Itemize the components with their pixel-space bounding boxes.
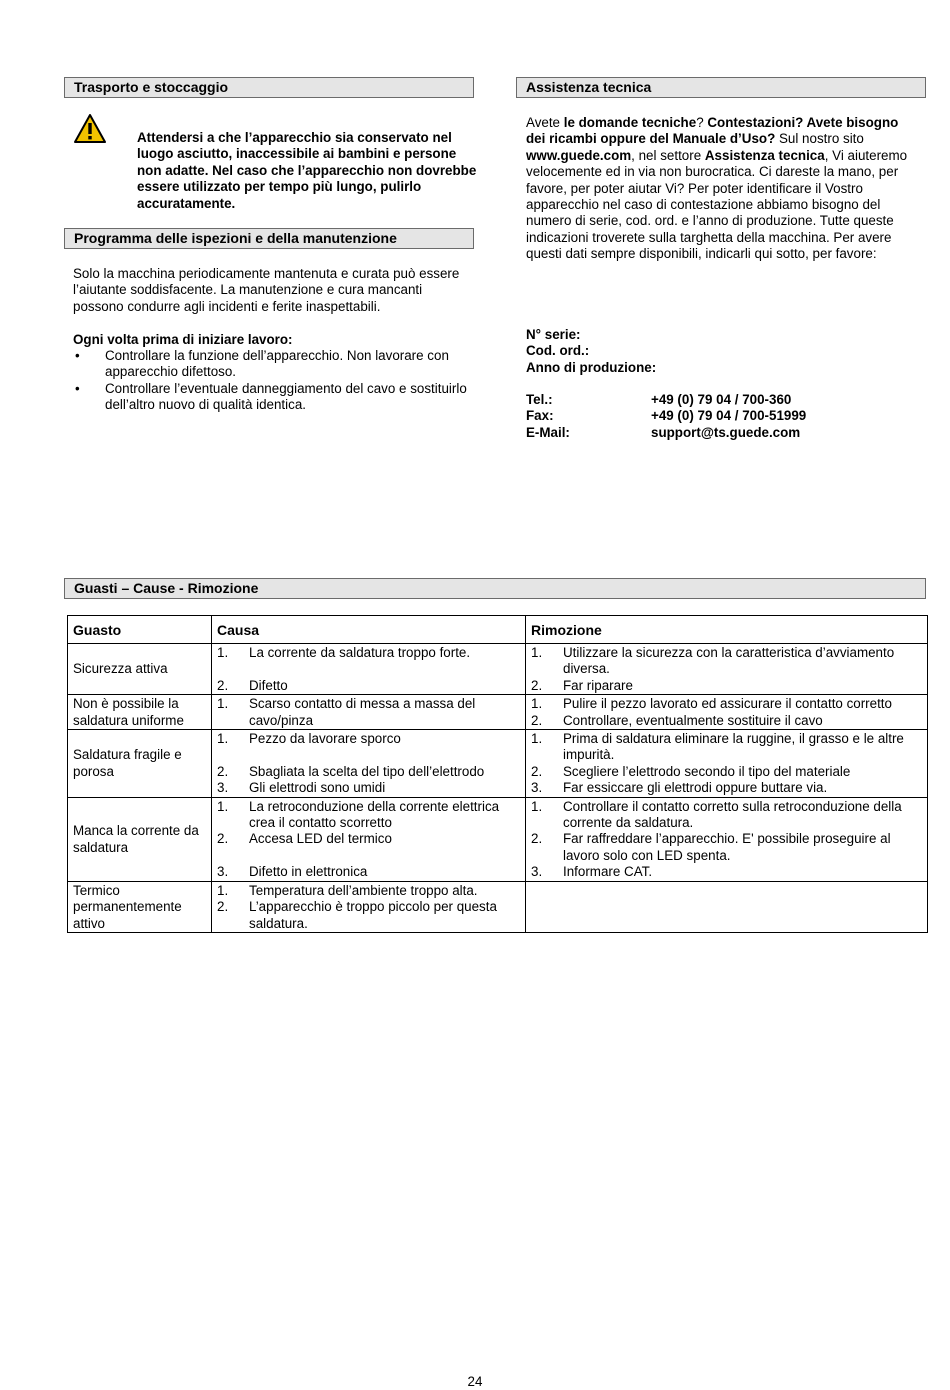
table-row — [68, 797, 928, 881]
list-item — [217, 731, 520, 747]
item-number: 3. — [217, 780, 229, 796]
rimozione-cell — [526, 881, 928, 932]
text-run: Contestazioni? Avete bisogno dei ricambi oppure del Manuale d’Uso? — [526, 115, 899, 147]
transport-text: Attendersi a che l’apparecchio sia conservato nel luogo asciutto, inaccessibile ai bambini e persone non adatte. Nel caso che l’apparecchio non dovrebbe essere utilizzato per tempo più lungo, pulirlo accuratamente. — [137, 130, 477, 211]
causa-cell — [212, 695, 526, 730]
fax-label: Fax: — [526, 408, 554, 424]
serial-label: N° serie: — [526, 327, 581, 342]
list-item — [217, 645, 520, 661]
item-number: 2. — [531, 677, 543, 693]
list-item — [531, 645, 922, 678]
item-number: 3. — [217, 864, 229, 880]
text-run: ? — [696, 115, 708, 130]
list-item — [531, 713, 922, 729]
causa-cell — [212, 730, 526, 798]
item-text: Difetto in elettronica — [249, 864, 368, 880]
list-item — [217, 799, 520, 832]
list-item — [531, 764, 922, 780]
item-text: Sbagliata la scelta del tipo dell’elettrodo — [249, 763, 485, 779]
item-number: 1. — [217, 798, 229, 814]
item-number: 1. — [217, 696, 229, 712]
item-text: Controllare, eventualmente sostituire il cavo — [563, 712, 823, 728]
item-number: 2. — [531, 712, 543, 728]
item-text: Far raffreddare l’apparecchio. E' possibile proseguire al lavoro solo con LED spenta. — [563, 831, 891, 863]
fault-cell: Termico permanentemente attivo — [68, 881, 212, 932]
causa-cell — [212, 644, 526, 695]
item-text: Temperatura dell’ambiente troppo alta. — [249, 882, 478, 898]
list-item — [217, 883, 520, 899]
item-text: Controllare il contatto corretto sulla retroconduzione della corrente da saldatura. — [563, 798, 902, 831]
text-run: Avete — [526, 115, 564, 130]
text-run: Assistenza tecnica — [704, 147, 825, 163]
item-number: 1. — [531, 798, 543, 814]
item-number: 1. — [531, 696, 543, 712]
tel-label: Tel.: — [526, 392, 553, 407]
list-item — [531, 780, 922, 796]
text-run: le domande tecniche — [563, 115, 697, 130]
item-number: 2. — [531, 763, 543, 779]
list-item — [531, 799, 922, 832]
list-item — [531, 831, 922, 864]
text-run: Sul nostro sito — [775, 131, 864, 147]
item-text: La retroconduzione della corrente elettrica crea il contatto scorretto — [249, 798, 500, 831]
code-label: Cod. ord.: — [526, 343, 590, 359]
fax-value: +49 (0) 79 04 / 700-51999 — [651, 408, 807, 424]
fault-cell: Sicurezza attiva — [68, 644, 212, 695]
rimozione-cell — [526, 797, 928, 881]
contact-info — [526, 392, 926, 441]
item-text: Far riparare — [563, 677, 633, 693]
product-info — [526, 327, 926, 376]
item-number: 2. — [217, 899, 229, 915]
rimozione-cell — [526, 644, 928, 695]
list-item — [531, 864, 922, 880]
list-item — [217, 678, 520, 694]
item-text: Prima di saldatura eliminare la ruggine, il grasso e le altre impurità. — [563, 731, 904, 763]
list-item — [217, 696, 520, 729]
table-row — [68, 881, 928, 932]
item-number: 2. — [217, 677, 229, 693]
list-item: • Controllare la funzione dell’apparecchio. Non lavorare con apparecchio difettoso. — [73, 348, 473, 381]
year-label: Anno di produzione: — [526, 359, 657, 375]
list-item: • Controllare l’eventuale danneggiamento del cavo e sostituirlo dell’altro nuovo di qualità identica. — [73, 381, 473, 414]
before-work-title: Ogni volta prima di iniziare lavoro: — [73, 332, 293, 347]
list-item — [531, 696, 922, 712]
tel-value: +49 (0) 79 04 / 700-360 — [651, 392, 792, 407]
email-label: E-Mail: — [526, 424, 570, 440]
item-text: Informare CAT. — [563, 864, 653, 880]
item-text: L’apparecchio è troppo piccolo per questa saldatura. — [249, 899, 497, 931]
column-header: Guasto — [68, 616, 212, 644]
item-number: 2. — [531, 831, 543, 847]
assistance-text — [526, 115, 918, 263]
section-title-transport: Trasporto e stoccaggio — [64, 77, 474, 98]
fault-cell: Non è possibile la saldatura uniforme — [68, 695, 212, 730]
item-number: 3. — [531, 780, 543, 796]
page-number: 24 — [467, 1374, 483, 1389]
list-item — [531, 731, 922, 764]
item-number: 2. — [217, 831, 229, 847]
list-item — [217, 864, 520, 880]
section-title-faults: Guasti – Cause - Rimozione — [64, 578, 926, 599]
text-run: , Vi aiuteremo velocemente ed in via non burocratica. Ci dareste la mano, per favore, per poter aiutar Vi? Per poter identificare il Vostro apparecchio nel caso di contestazione abbiamo bisogno del numero di serie, cod. ord. e l’anno di produzione. Tutte queste indicazioni troverete sulla targhetta della macchina. Per avere questi dati sempre disponibili, indicarli qui sotto, per favore: — [526, 147, 908, 262]
list-item — [217, 831, 520, 847]
table-header-row — [68, 616, 928, 644]
before-work-list — [73, 348, 473, 414]
item-number: 1. — [217, 882, 229, 898]
rimozione-cell — [526, 730, 928, 798]
fault-cell: Manca la corrente da saldatura — [68, 797, 212, 881]
item-number: 3. — [531, 864, 543, 880]
item-text: Difetto — [249, 677, 288, 693]
table-row — [68, 644, 928, 695]
list-item — [217, 780, 520, 796]
item-number: 1. — [531, 731, 543, 747]
list-item — [217, 899, 520, 932]
list-item — [531, 678, 922, 694]
causa-cell — [212, 881, 526, 932]
section-title-maintenance: Programma delle ispezioni e della manutenzione — [64, 228, 474, 249]
item-text: Far essiccare gli elettrodi oppure buttare via. — [563, 780, 828, 796]
maintenance-text: Solo la macchina periodicamente mantenuta e curata può essere l’aiutante soddisfacente. La manutenzione e cura mancanti possono condurre agli incidenti e ferite inaspettabili. — [73, 266, 460, 314]
email-value[interactable]: support@ts.guede.com — [651, 424, 801, 440]
column-header: Causa — [212, 616, 526, 644]
faults-table — [67, 615, 928, 933]
rimozione-cell — [526, 695, 928, 730]
section-title-assistance: Assistenza tecnica — [516, 77, 926, 98]
item-text: Accesa LED del termico — [249, 831, 392, 847]
fault-cell: Saldatura fragile e porosa — [68, 730, 212, 798]
item-text: Utilizzare la sicurezza con la caratteristica d’avviamento diversa. — [563, 645, 895, 677]
item-number: 1. — [217, 731, 229, 747]
website-link[interactable]: www.guede.com — [526, 147, 632, 163]
item-text: Scegliere l’elettrodo secondo il tipo del materiale — [563, 763, 851, 779]
item-text: Scarso contatto di messa a massa del cavo/pinza — [249, 696, 476, 728]
column-header: Rimozione — [526, 616, 928, 644]
table-row — [68, 695, 928, 730]
table-row — [68, 730, 928, 798]
causa-cell — [212, 797, 526, 881]
item-text: Gli elettrodi sono umidi — [249, 780, 386, 796]
item-number: 1. — [217, 645, 229, 660]
warning-icon — [73, 113, 107, 144]
item-number: 1. — [531, 645, 543, 660]
list-item — [217, 764, 520, 780]
item-text: La corrente da saldatura troppo forte. — [249, 645, 471, 660]
item-text: Pulire il pezzo lavorato ed assicurare il contatto corretto — [563, 696, 892, 712]
text-run: , nel settore — [631, 147, 705, 163]
item-number: 2. — [217, 763, 229, 779]
item-text: Pezzo da lavorare sporco — [249, 731, 401, 747]
